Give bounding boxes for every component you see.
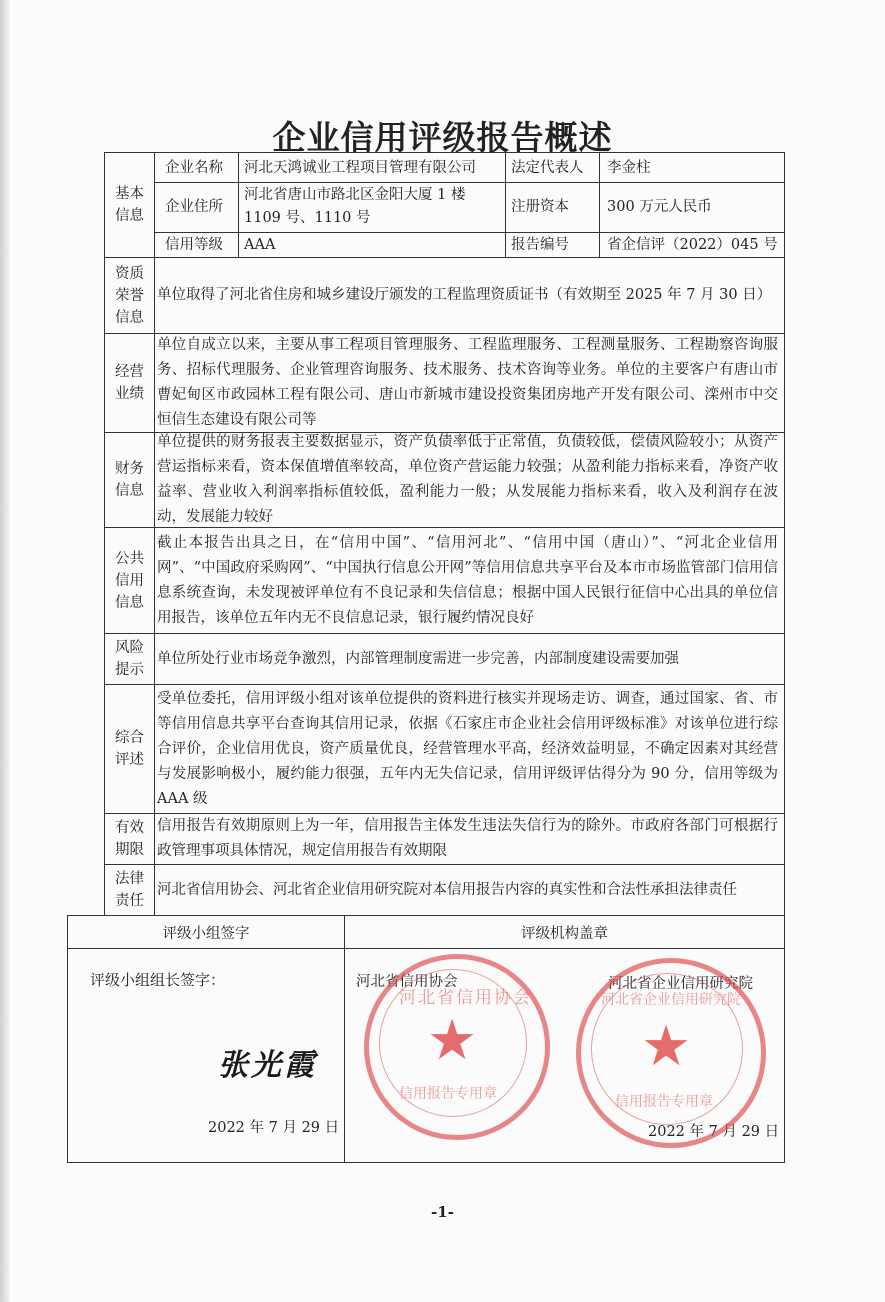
org1-name: 河北省信用协会 [356,974,458,990]
stamp-1-subtext: 信用报告专用章 [399,1086,497,1102]
report-no-value: 省企信评（2022）045 号 [607,237,778,253]
section-label: 财务信息 [115,461,144,499]
org2-name: 河北省企业信用研究院 [608,976,753,992]
company-name-value: 河北天鸿诚业工程项目管理有限公司 [244,160,476,176]
legal-rep-value: 李金柱 [607,160,651,176]
business-section [104,333,785,433]
public-credit-section [104,527,785,634]
star-icon: ★ [641,1014,692,1079]
validity-section [104,813,785,865]
section-text: 受单位委托，信用评级小组对该单位提供的资料进行核实并现场走访、调查，通过国家、省、市等信用信息共享平台查询其信用记录，依据《石家庄市企业社会信用评级标准》对该单位进行综合评价，企业信用优良，资产质量优良，经营管理水平高，经济效益明显，不确定因素对其经营与发展影响极小，履约能力很强，五年内无失信记录，信用评级评估得分为 90 分，信用等级为 AAA 级 [157,690,778,807]
section-text: 截止本报告出具之日，在“信用中国”、“信用河北”、“信用中国（唐山）”、“河北企业信用网”、“中国政府采购网”、“中国执行信息公开网”等信用信息共享平台及本市市场监管部门信用信息系统查询，未发现被评单位有不良记录和失信信息；根据中国人民银行征信中心出具的单位信用报告，该单位五年内无不良信息记录，银行履约情况良好 [157,534,778,626]
legal-section [104,864,785,916]
section-label: 资质荣誉信息 [115,265,144,326]
company-address-value: 河北省唐山市路北区金阳大厦 1 楼 1109 号、1110 号 [244,187,466,226]
stamp-date: 2022 年 7 月 29 日 [648,1124,780,1140]
leader-sign-label: 评级小组组长签字： [90,971,226,989]
section-label: 有效期限 [115,820,144,858]
reg-capital-value: 300 万元人民币 [607,199,712,215]
section-label: 经营业绩 [115,364,144,402]
stamp-2-subtext: 信用报告专用章 [615,1094,713,1110]
section-label: 风险提示 [115,640,144,678]
finance-section [104,432,785,528]
reg-capital-label: 注册资本 [511,199,569,215]
section-text: 单位所处行业市场竞争激烈，内部管理制度需进一步完善，内部制度建设需要加强 [157,650,679,667]
seal-stamp-1 [364,954,550,1140]
star-icon: ★ [427,1008,478,1073]
signature-table [67,915,785,1163]
section-text: 单位提供的财务报表主要数据显示，资产负债率低于正常值，负债较低，偿债风险较小；从资产营运指标来看，资本保值增值率较高，单位资产营运能力较强；从盈利能力指标来看，净资产收益率、营业收入利润率指标值较低，盈利能力一般；从发展能力指标来看，收入及利润存在波动，发展能力较好 [157,434,778,525]
section-label: 法律责任 [115,871,144,909]
section-text: 河北省信用协会、河北省企业信用研究院对本信用报告内容的真实性和合法性承担法律责任 [157,881,737,898]
qualification-section [104,257,785,334]
section-label: 公共信用信息 [115,550,144,611]
section-text: 单位取得了河北省住房和城乡建设厅颁发的工程监理资质证书（有效期至 2025 年 7 月 30 日） [157,287,772,303]
company-address-label: 企业住所 [165,199,223,215]
basic-info-table [104,152,785,258]
credit-grade-value: AAA [244,237,276,253]
basic-info-label: 基本信息 [105,153,155,257]
risk-section [104,633,785,685]
stamp-1-text: 河北省信用协会 [399,988,532,1008]
rating-org-stamp-header: 评级机构盖章 [521,925,608,942]
credit-grade-label: 信用等级 [165,237,223,253]
report-no-label: 报告编号 [511,237,569,253]
page-edge [0,0,10,1302]
legal-rep-label: 法定代表人 [511,160,584,176]
section-label: 综合评述 [115,730,144,768]
stamp-2-text: 河北省企业信用研究院 [601,992,741,1008]
sign-date: 2022 年 7 月 29 日 [208,1120,340,1136]
rating-group-sign-header: 评级小组签字 [162,925,250,942]
page-title: 企业信用评级报告概述 [272,118,613,157]
section-text: 信用报告有效期原则上为一年，信用报告主体发生违法失信行为的除外。市政府各部门可根据行政管理事项具体情况，规定信用报告有效期限 [157,818,778,859]
company-name-label: 企业名称 [165,160,223,176]
page-number: -1- [431,1203,454,1221]
handwritten-signature: 张光霞 [218,1048,317,1083]
summary-section [104,684,785,814]
section-text: 单位自成立以来，主要从事工程项目管理服务、工程监理服务、工程测量服务、工程勘察咨询服务、招标代理服务、企业管理咨询服务、技术服务、技术咨询等业务。单位的主要客户有唐山市曹妃甸区市政园林工程有限公司、唐山市新城市建设投资集团房地产开发有限公司、滦州市中交恒信生态建设有限公司等 [157,337,778,428]
seal-stamp-2 [576,958,766,1148]
